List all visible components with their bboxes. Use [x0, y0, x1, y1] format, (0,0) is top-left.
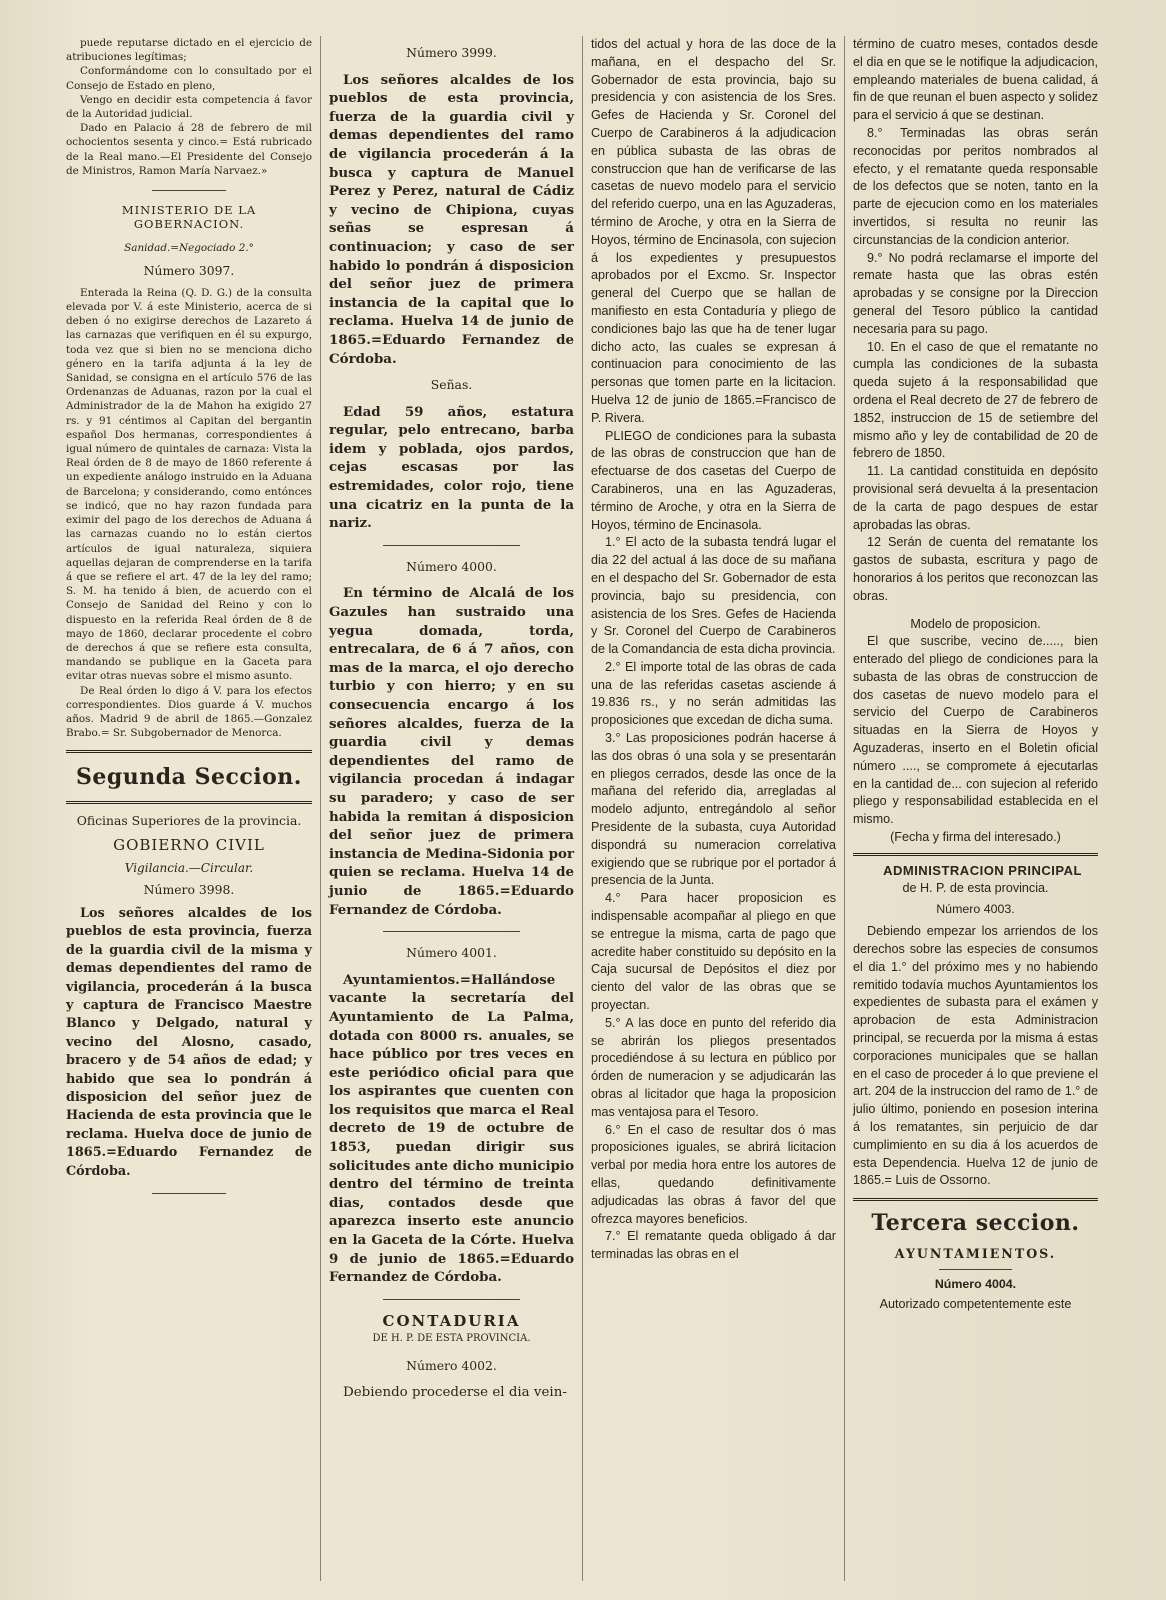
- subheading: Oficinas Superiores de la provincia.: [76, 813, 302, 829]
- divider: [66, 750, 312, 753]
- condition: 6.° En el caso de resultar dos ó mas proposiciones iguales, se abrirá licitacion verbal por media hora entre los autores de ellas, quedando definitivamente adjudicadas las obras á favor del que ofrezca mayores beneficios.: [591, 1122, 836, 1226]
- divider: [383, 1299, 520, 1300]
- divider: [152, 190, 226, 191]
- notice-body: Los señores alcaldes de los pueblos de esta provincia, fuerza de la guardia civil de la misma y demas dependientes del ramo de vigilancia, procederán á la busca y captura de Francisco Maestre Blanco y Delgado, natural y vecino del Alosno, casado, bracero y de 54 años de edad; y habido que sea lo pondrán á disposicion del señor juez de Hacienda de esta provincia que le reclama. Huelva doce de junio de 1865.=Eduardo Fernandez de Córdoba.: [66, 905, 312, 1179]
- notice-number: Número 3998.: [143, 881, 235, 897]
- notice-body: Ayuntamientos.=Hallándose vacante la secretaría del Ayuntamiento de La Palma, dotada con 8000 rs. anuales, se hace público por tres veces en este periódico oficial para que los aspirantes que cuenten con los requisitos que marca el Real decreto de 19 de octubre de 1853, puedan dirigir sus solicitudes ante dicho municipio dentro del término de treinta dias, contados desde que aparezca inserto este anuncio en la Gaceta de la Córte. Huelva 9 de junio de 1865.=Eduardo Fernandez de Córdoba.: [329, 971, 574, 1286]
- office-heading: AYUNTAMIENTOS.: [894, 1246, 1057, 1262]
- subheading: de H. P. de esta provincia.: [902, 880, 1049, 895]
- ministry-heading: MINISTERIO DE LA GOBERNACION.: [121, 203, 257, 232]
- divider: [939, 1269, 1013, 1270]
- paragraph: término de cuatro meses, contados desde el dia en que se le notifique la adjudicacion, empleando materiales de buena calidad, á fin de que reunan el buen aspecto y solidez para el servicio á que se destinan.: [853, 37, 1098, 123]
- notice-body: Autorizado competentemente este: [879, 1296, 1072, 1311]
- notice-number: Número 4001.: [406, 945, 497, 961]
- paragraph: PLIEGO de condiciones para la subasta de las obras de construccion que han de efectuarse de dos casetas del Cuerpo de Carabineros, una en las Aguzaderas, término de Aroche, y otra en la Sierra de Hoyos, término de Encinasola.: [591, 428, 836, 532]
- condition: 11. La cantidad constituida en depósito provisional será devuelta á la presentacion de la carta de pago despues de estar aprobadas las obras.: [853, 464, 1098, 532]
- notice-body: tidos del actual y hora de las doce de la mañana, en el despacho del Sr. Gobernador de esta provincia, bajo su presidencia y con asistencia de los Sres. Gefes de Hacienda y Sr. Coronel del Cuerpo de Carabineros á la adjudicacion en pública subasta de las obras de construccion que han de verificarse de las casetas de nuevo modelo para el servicio del referido cuerpo, una en las Aguzaderas, término de Aroche, y otra en la Sierra de Hoyos, término de Encinasola, con sujecion á los expedientes y presupuestos aprobados por el Excmo. Sr. Inspector general del Cuerpo que se hallan de manifiesto en esta Contaduría y pliego de condiciones bajo las que ha de tener lugar dicho acto, las cuales se expresan á continuacion para conocimiento de las personas que tomen parte en la licitacion. Huelva 12 de junio de 1865.=Francisco de P. Rivera.: [591, 37, 836, 425]
- divider: [853, 853, 1098, 856]
- office-heading: ADMINISTRACION PRINCIPAL: [883, 862, 1082, 878]
- column-1: [58, 36, 320, 1581]
- office-heading: CONTADURIA: [382, 1311, 521, 1330]
- notice-number: Número 3999.: [406, 45, 497, 60]
- subheading: Señas.: [430, 377, 473, 393]
- paragraph: Vengo en decidir esta competencia á favor de la Autoridad judicial.: [66, 93, 312, 121]
- divider: [152, 1193, 226, 1194]
- condition: 2.° El importe total de las obras de cada una de las referidas casetas asciende á 19.836 rs., y no serán admitidas las proposiciones que excedan de dicha suma.: [591, 659, 836, 728]
- condition: 9.° No podrá reclamarse el importe del remate hasta que las obras estén aprobadas y se consigne por la Direccion general del Tesoro público la cantidad necesaria para su pago.: [853, 250, 1098, 336]
- notice-body: Edad 59 años, estatura regular, pelo entrecano, barba idem y poblada, ojos pardos, cejas escasas por las estremidades, color rojo, tiene una cicatriz en la punta de la nariz.: [329, 403, 574, 532]
- column-4: [844, 36, 1106, 1581]
- notice-body: Debiendo procederse el dia vein-: [343, 1384, 567, 1400]
- paragraph: Conformándome con lo consultado por el Consejo de Estado en pleno,: [66, 65, 312, 92]
- section-heading: Segunda Seccion.: [76, 764, 302, 791]
- paragraph: El que suscribe, vecino de....., bien enterado del pliego de condiciones para la subasta de las obras de construccion de dos casetas de nuevo modelo para el servicio del Cuerpo de Carabineros situadas en la Sierra de Hoyos y Aguzaderas, inserto en el Boletin oficial número ...., se compromete á ejecutarlas en la cantidad de... con sujecion al referido pliego y responsabilidad establecida en el mismo.: [853, 634, 1098, 827]
- notice-body: Debiendo empezar los arriendos de los derechos sobre las especies de consumos el dia 1.° del próximo mes y no habiendo remitido todavía muchos Ayuntamientos los expedientes de subasta para el exámen y aprobacion de esta Administracion principal, se recuerda por la misma á estas corporaciones municipales que se hallan en el caso de proceder á lo que previene el art. 204 de la instruccion del ramo de 1.° de julio último, poniendo en posesion interina á los rematantes, sin perjuicio de dar cumplimiento en su dia á los acuerdos de esta Dependencia. Huelva 12 de junio de 1865.= Luis de Ossorno.: [853, 924, 1098, 1188]
- notice-body: Los señores alcaldes de los pueblos de esta provincia, fuerza de la guardia civil y demas dependientes del ramo de vigilancia procederán á la busca y captura de Manuel Perez y Perez, natural de Cádiz y vecino de Chipiona, cuyas señas se espresan á continuacion; y caso de ser habido lo pondrán á disposicion del señor juez de primera instancia de la capital que lo reclama. Huelva 14 de junio de 1865.=Eduardo Fernandez de Córdoba.: [329, 71, 574, 367]
- divider: [383, 931, 520, 932]
- condition: 1.° El acto de la subasta tendrá lugar el dia 22 del actual á las doce de su mañana en el despacho del Sr. Gobernador de esta provincia, bajo su presidencia, con asistencia de los Sres. Gefes de Hacienda y Sr. Coronel del Cuerpo de Carabineros de la Comandancia de esta dicha provincia.: [591, 535, 836, 657]
- notice-number: Número 4004.: [934, 1277, 1017, 1291]
- divider: [66, 801, 312, 804]
- column-3: [582, 36, 844, 1581]
- condition: 10. En el caso de que el rematante no cumpla las condiciones de la subasta queda sujeto á la responsabilidad que ordena el Real decreto de 27 de febrero de 1852, instruccion de 15 de setiembre del mismo año y ley de contabilidad de 20 de febrero de 1850.: [853, 339, 1098, 461]
- notice-body: En término de Alcalá de los Gazules han sustraido una yegua domada, torda, entrecalara, de 6 á 7 años, con mas de la marca, el ojo derecho turbio y con hierro; y en su consecuencia encargo á los señores alcaldes, fuerza de la guardia civil y demas dependientes del ramo de vigilancia procedan á indagar su paradero; y caso de ser habida la remitan á disposicion del señor juez de primera instancia de Medina-Sidonia por quien se reclama. Huelva 14 de junio de 1865.=Eduardo Fernandez de Córdoba.: [329, 585, 574, 918]
- condition: 8.° Terminadas las obras serán reconocidas por peritos nombrados al efecto, y el rematante queda responsable de los defectos que se noten, tanto en la parte de ejecucion como en los materiales invertidos, si resulta no reunir las circunstancias de la condicion anterior.: [853, 125, 1098, 247]
- paragraph: Dado en Palacio á 28 de febrero de mil ochocientos sesenta y cinco.= Está rubricado de la Real mano.—El Presidente del Consejo de Ministros, Ramon María Narvaez.»: [66, 122, 312, 177]
- condition: 4.° Para hacer proposicion es indispensable acompañar al pliego en que se entregue la misma, carta de pago que acredite haber constituido su depósito en la Caja sucursal de Depósitos el diez por ciento del valor de las obras que se proyectan.: [591, 891, 836, 1013]
- condition: 5.° A las doce en punto del referido dia se abrirán los pliegos presentados procediéndose á su lectura en público por órden de numeracion y se adjudicarán las obras al licitador que haga la proposicion mas ventajosa para el Tesoro.: [591, 1015, 836, 1119]
- divider: [853, 1198, 1098, 1201]
- divider: [383, 545, 520, 546]
- paragraph: puede reputarse dictado en el ejercicio de atribuciones legítimas;: [66, 37, 312, 64]
- subheading: Modelo de proposicion.: [910, 616, 1041, 631]
- notice-number: Número 3097.: [143, 262, 235, 278]
- condition: 12 Serán de cuenta del rematante los gastos de subasta, escritura y pago de honorarios á los peritos que reconozcan las obras.: [853, 535, 1098, 603]
- columns: [58, 36, 1136, 1581]
- notice-number: Número 4002.: [406, 1358, 497, 1373]
- subheading: Sanidad.=Negociado 2.°: [124, 242, 254, 255]
- condition: 3.° Las proposiciones podrán hacerse á las dos obras ó una sola y se presentarán en pliegos cerrados, desde las once de la mañana del referido dia, arregladas al modelo adjunto, entregándolo al señor Presidente de la subasta, cuya Autoridad dispondrá su numeracion correlativa exigiendo que se rubrique por el portador á presencia de la Junta.: [591, 731, 836, 888]
- office-heading: GOBIERNO CIVIL: [113, 835, 265, 854]
- notice-close: De Real órden lo digo á V. para los efectos correspondientes. Dios guarde á V. muchos años. Madrid 9 de abril de 1865.—Gonzalez Brabo.= Sr. Subgobernador de Menorca.: [66, 684, 312, 740]
- subheading: DE H. P. DE ESTA PROVINCIA.: [372, 1333, 531, 1345]
- notice-number: Número 4003.: [936, 902, 1015, 917]
- column-2: [320, 36, 582, 1581]
- condition: 7.° El rematante queda obligado á dar terminadas las obras en el: [591, 1229, 836, 1262]
- notice-number: Número 4000.: [406, 558, 497, 574]
- paragraph: (Fecha y firma del interesado.): [890, 830, 1061, 845]
- section-heading: Tercera seccion.: [871, 1210, 1080, 1237]
- subheading: Vigilancia.—Circular.: [124, 860, 254, 875]
- notice-body: Enterada la Reina (Q. D. G.) de la consulta elevada por V. á este Ministerio, acerca de si deben ó no exigirse derechos de Lazareto á las carnazas que verifiquen en él su expurgo, toda vez que si bien no se menciona dicho género en la tarifa adjunta á la ley de Sanidad, se consigna en el artículo 576 de las Ordenanzas de Aduanas, razon por la cual el Administrador de la de Mahon ha exigido 27 rs. y 91 céntimos al Capitan del bergantin español Dos hermanas, correspondientes á igual número de quintales de carnaza: Vista la Real órden de 8 de mayo de 1860 referente á un expediente análogo instruido en la Aduana de Barcelona; y considerando, como entónces se indicó, que no hay razon fundada para eximir del pago de los derechos de Aduana á las carnazas cuando no lo están ciertos artículos de igual naturaleza, siquiera aquellas dejaran de comprenderse en la tarifa á que se refiere el art. 47 de la ley del ramo; S. M. ha tenido á bien, de acuerdo con el Consejo de Sanidad del Reino y con lo dispuesto en la referida Real órden de 8 de mayo de 1860, declarar procedente el cobro de derechos á que se refiere esta consulta, mandando se publique en la Gaceta para evitar otras nuevas sobre el mismo asunto.: [66, 286, 312, 683]
